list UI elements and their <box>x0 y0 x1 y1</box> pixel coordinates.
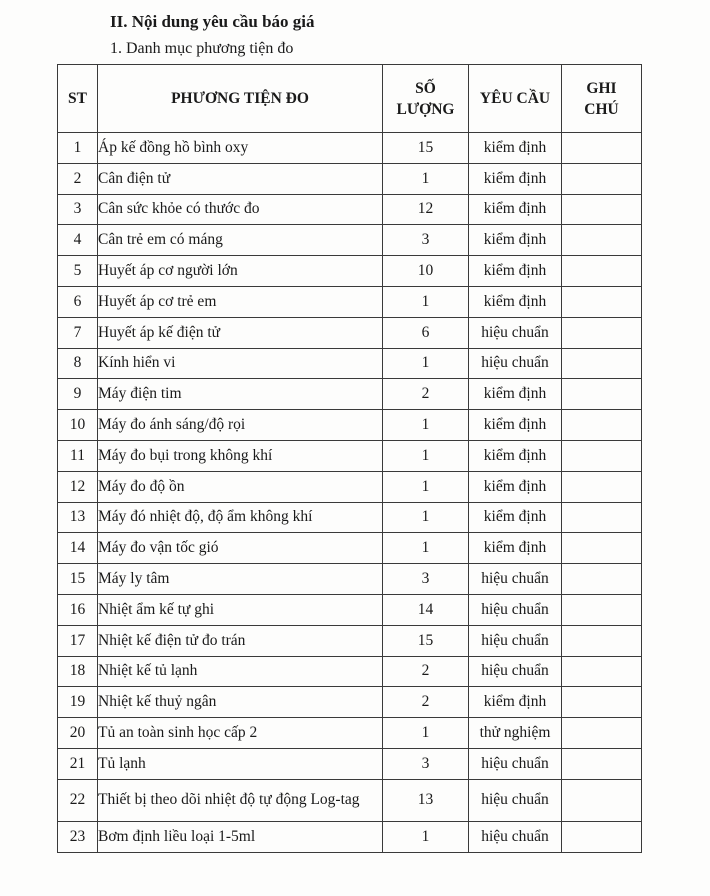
table-row <box>58 410 642 441</box>
table-row <box>58 779 642 821</box>
measuring-instruments-table <box>57 64 642 853</box>
cell-requirement: hiệu chuẩn <box>469 317 562 348</box>
table-row <box>58 625 642 656</box>
cell-quantity: 6 <box>383 317 469 348</box>
cell-stt: 19 <box>58 687 98 718</box>
header-quantity-line1: SỐ <box>415 79 436 97</box>
cell-instrument: Nhiệt kế tủ lạnh <box>98 656 383 687</box>
cell-stt: 17 <box>58 625 98 656</box>
cell-note <box>562 348 642 379</box>
header-instrument: PHƯƠNG TIỆN ĐO <box>98 65 383 133</box>
cell-instrument: Thiết bị theo dõi nhiệt độ tự động Log-tag <box>98 779 383 821</box>
cell-quantity: 3 <box>383 564 469 595</box>
cell-requirement: kiểm định <box>469 440 562 471</box>
cell-stt: 20 <box>58 718 98 749</box>
cell-note <box>562 656 642 687</box>
cell-requirement: kiểm định <box>469 533 562 564</box>
table-row <box>58 502 642 533</box>
cell-stt: 5 <box>58 256 98 287</box>
cell-instrument: Máy đo bụi trong không khí <box>98 440 383 471</box>
cell-quantity: 15 <box>383 625 469 656</box>
section-title: II. Nội dung yêu cầu báo giá <box>110 12 315 31</box>
cell-note <box>562 133 642 164</box>
cell-instrument: Máy đo vận tốc gió <box>98 533 383 564</box>
table-row <box>58 471 642 502</box>
cell-quantity: 1 <box>383 471 469 502</box>
cell-requirement: kiểm định <box>469 471 562 502</box>
cell-requirement: hiệu chuẩn <box>469 821 562 852</box>
cell-stt: 2 <box>58 163 98 194</box>
cell-note <box>562 410 642 441</box>
cell-requirement: kiểm định <box>469 379 562 410</box>
cell-note <box>562 533 642 564</box>
cell-requirement: kiểm định <box>469 502 562 533</box>
cell-stt: 3 <box>58 194 98 225</box>
cell-stt: 22 <box>58 779 98 821</box>
table-row <box>58 718 642 749</box>
cell-requirement: thử nghiệm <box>469 718 562 749</box>
cell-stt: 6 <box>58 286 98 317</box>
table-row <box>58 821 642 852</box>
cell-instrument: Bơm định liều loại 1-5ml <box>98 821 383 852</box>
cell-note <box>562 440 642 471</box>
cell-requirement: kiểm định <box>469 194 562 225</box>
cell-requirement: kiểm định <box>469 225 562 256</box>
cell-note <box>562 594 642 625</box>
cell-stt: 1 <box>58 133 98 164</box>
cell-instrument: Kính hiển vi <box>98 348 383 379</box>
cell-quantity: 1 <box>383 533 469 564</box>
cell-stt: 16 <box>58 594 98 625</box>
cell-instrument: Cân sức khỏe có thước đo <box>98 194 383 225</box>
cell-quantity: 14 <box>383 594 469 625</box>
table-row <box>58 748 642 779</box>
cell-instrument: Cân điện tử <box>98 163 383 194</box>
cell-stt: 23 <box>58 821 98 852</box>
cell-instrument: Cân trẻ em có máng <box>98 225 383 256</box>
header-note <box>562 65 642 133</box>
table-row <box>58 533 642 564</box>
cell-instrument: Nhiệt kế thuỷ ngân <box>98 687 383 718</box>
table-row <box>58 194 642 225</box>
cell-quantity: 2 <box>383 687 469 718</box>
header-note-line1: GHI <box>586 79 617 97</box>
table-row <box>58 256 642 287</box>
cell-quantity: 1 <box>383 440 469 471</box>
cell-note <box>562 687 642 718</box>
cell-requirement: kiểm định <box>469 687 562 718</box>
cell-requirement: kiểm định <box>469 133 562 164</box>
cell-instrument: Huyết áp cơ người lớn <box>98 256 383 287</box>
cell-quantity: 13 <box>383 779 469 821</box>
cell-stt: 4 <box>58 225 98 256</box>
cell-requirement: hiệu chuẩn <box>469 594 562 625</box>
cell-note <box>562 564 642 595</box>
cell-requirement: hiệu chuẩn <box>469 656 562 687</box>
cell-instrument: Máy đo độ ồn <box>98 471 383 502</box>
cell-note <box>562 502 642 533</box>
cell-requirement: kiểm định <box>469 256 562 287</box>
cell-stt: 10 <box>58 410 98 441</box>
table-row <box>58 687 642 718</box>
cell-requirement: hiệu chuẩn <box>469 625 562 656</box>
cell-stt: 7 <box>58 317 98 348</box>
header-note-line2: CHÚ <box>584 100 619 118</box>
cell-instrument: Áp kế đồng hồ bình oxy <box>98 133 383 164</box>
table-row <box>58 317 642 348</box>
table-row <box>58 594 642 625</box>
cell-stt: 15 <box>58 564 98 595</box>
header-requirement: YÊU CẦU <box>469 65 562 133</box>
cell-stt: 14 <box>58 533 98 564</box>
cell-quantity: 1 <box>383 286 469 317</box>
cell-stt: 11 <box>58 440 98 471</box>
cell-quantity: 1 <box>383 502 469 533</box>
cell-requirement: hiệu chuẩn <box>469 779 562 821</box>
cell-quantity: 2 <box>383 379 469 410</box>
cell-instrument: Nhiệt kế điện tử đo trán <box>98 625 383 656</box>
cell-note <box>562 286 642 317</box>
cell-note <box>562 625 642 656</box>
cell-stt: 9 <box>58 379 98 410</box>
cell-note <box>562 256 642 287</box>
cell-requirement: kiểm định <box>469 286 562 317</box>
cell-stt: 8 <box>58 348 98 379</box>
cell-quantity: 1 <box>383 821 469 852</box>
table-row <box>58 564 642 595</box>
header-quantity <box>383 65 469 133</box>
cell-quantity: 3 <box>383 748 469 779</box>
table-row <box>58 286 642 317</box>
table-row <box>58 379 642 410</box>
table-row <box>58 163 642 194</box>
cell-stt: 12 <box>58 471 98 502</box>
header-quantity-line2: LƯỢNG <box>396 100 455 118</box>
cell-instrument: Máy đo ánh sáng/độ rọi <box>98 410 383 441</box>
header-stt: ST <box>58 65 98 133</box>
cell-quantity: 2 <box>383 656 469 687</box>
cell-stt: 18 <box>58 656 98 687</box>
cell-instrument: Huyết áp cơ trẻ em <box>98 286 383 317</box>
cell-requirement: hiệu chuẩn <box>469 348 562 379</box>
cell-quantity: 10 <box>383 256 469 287</box>
table-row <box>58 133 642 164</box>
cell-requirement: kiểm định <box>469 410 562 441</box>
cell-quantity: 3 <box>383 225 469 256</box>
cell-quantity: 12 <box>383 194 469 225</box>
cell-note <box>562 748 642 779</box>
cell-quantity: 1 <box>383 163 469 194</box>
table-row <box>58 656 642 687</box>
cell-note <box>562 163 642 194</box>
table-body <box>58 133 642 853</box>
cell-note <box>562 379 642 410</box>
cell-note <box>562 471 642 502</box>
cell-instrument: Máy đó nhiệt độ, độ ẩm không khí <box>98 502 383 533</box>
cell-note <box>562 779 642 821</box>
cell-stt: 13 <box>58 502 98 533</box>
table-row <box>58 348 642 379</box>
table-row <box>58 440 642 471</box>
cell-requirement: hiệu chuẩn <box>469 564 562 595</box>
cell-requirement: hiệu chuẩn <box>469 748 562 779</box>
cell-note <box>562 317 642 348</box>
table-header-row <box>58 65 642 133</box>
cell-quantity: 15 <box>383 133 469 164</box>
cell-note <box>562 821 642 852</box>
cell-instrument: Nhiệt ẩm kế tự ghi <box>98 594 383 625</box>
cell-stt: 21 <box>58 748 98 779</box>
table-row <box>58 225 642 256</box>
cell-note <box>562 718 642 749</box>
cell-instrument: Tủ an toàn sinh học cấp 2 <box>98 718 383 749</box>
cell-instrument: Tủ lạnh <box>98 748 383 779</box>
cell-quantity: 1 <box>383 718 469 749</box>
cell-note <box>562 225 642 256</box>
cell-quantity: 1 <box>383 348 469 379</box>
cell-requirement: kiểm định <box>469 163 562 194</box>
list-subtitle: 1. Danh mục phương tiện đo <box>110 40 294 57</box>
cell-instrument: Máy điện tim <box>98 379 383 410</box>
cell-instrument: Máy ly tâm <box>98 564 383 595</box>
cell-quantity: 1 <box>383 410 469 441</box>
cell-note <box>562 194 642 225</box>
cell-instrument: Huyết áp kế điện tử <box>98 317 383 348</box>
